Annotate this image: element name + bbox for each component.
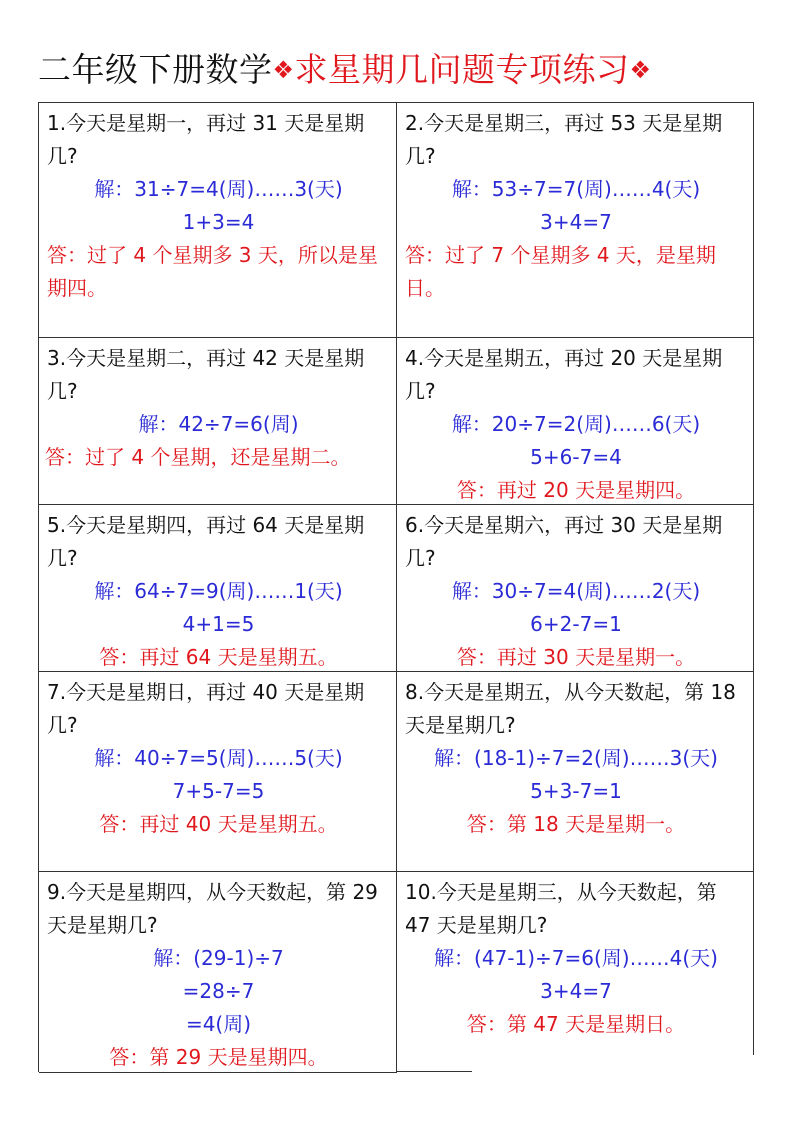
problem-solution-line: 7+5-7=5 — [172, 779, 265, 803]
problem-solution-line: 解：53÷7=7(周)……4(天) — [451, 177, 701, 201]
problem-question: 4.今天是星期五，再过 20 天是星期几? — [405, 346, 723, 403]
grid-bottom-edge — [396, 1071, 472, 1072]
problem-solution-line: =28÷7 — [182, 979, 255, 1003]
problem-grid — [38, 102, 754, 1072]
problem-solution-line: 5+6-7=4 — [530, 445, 622, 469]
problem-solution-line: 解：20÷7=2(周)……6(天) — [451, 412, 701, 436]
problem-solution-line: 1+3=4 — [182, 210, 255, 234]
problem-cell-8 — [397, 672, 754, 872]
problem-solution-line: 6+2-7=1 — [530, 612, 622, 636]
problem-question: 10.今天是星期三，从今天数起，第 47 天是星期几? — [405, 880, 717, 937]
title-grade: 二年级下册数学 — [38, 50, 273, 89]
problem-cell-6 — [397, 505, 754, 672]
problem-solution-line: 解：(47-1)÷7=6(周)……4(天) — [434, 946, 718, 970]
problem-solution-line: 解：64÷7=9(周)……1(天) — [94, 579, 343, 603]
diamond-icon: ❖ — [272, 56, 295, 84]
page-title — [38, 48, 652, 92]
problem-cell-4 — [397, 338, 754, 505]
problem-solution-line: 解：42÷7=6(周) — [138, 412, 299, 436]
problem-solution-line: 3+4=7 — [540, 210, 612, 234]
problem-solution-line: 解：(29-1)÷7 — [153, 946, 284, 970]
problem-question: 5.今天是星期四，再过 64 天是星期几? — [47, 513, 365, 570]
problem-answer: 答：过了 7 个星期多 4 天，是星期日。 — [405, 243, 716, 300]
problem-answer: 答：再过 40 天是星期五。 — [99, 812, 338, 836]
problem-cell-2 — [397, 103, 754, 338]
problem-cell-3 — [39, 338, 397, 505]
problem-solution-line: 解：(18-1)÷7=2(周)……3(天) — [434, 746, 718, 770]
problem-answer: 答：第 18 天是星期一。 — [466, 812, 686, 836]
problem-answer: 答：过了 4 个星期多 3 天，所以是星期四。 — [47, 243, 378, 300]
problem-solution-line: 解：40÷7=5(周)……5(天) — [94, 746, 343, 770]
problem-cell-7 — [39, 672, 397, 872]
problem-answer: 答：过了 4 个星期，还是星期二。 — [45, 445, 351, 469]
problem-question: 2.今天是星期三，再过 53 天是星期几? — [405, 111, 723, 168]
problem-question: 3.今天是星期二，再过 42 天是星期几? — [47, 346, 365, 403]
problem-cell-5 — [39, 505, 397, 672]
problem-cell-10 — [397, 872, 754, 1073]
diamond-icon: ❖ — [629, 56, 652, 84]
problem-solution-line: 5+3-7=1 — [530, 779, 622, 803]
problem-answer: 答：再过 30 天是星期一。 — [456, 645, 696, 669]
problem-answer: 答：再过 64 天是星期五。 — [99, 645, 338, 669]
problem-answer: 答：第 29 天是星期四。 — [109, 1045, 328, 1069]
grid-right-edge-gap — [753, 1055, 756, 1075]
title-topic: 求星期几问题专项练习 — [294, 50, 630, 89]
problem-question: 1.今天是星期一，再过 31 天是星期几? — [47, 111, 365, 168]
problem-answer: 答：再过 20 天是星期四。 — [456, 478, 696, 502]
problem-cell-9 — [39, 872, 397, 1073]
problem-question: 8.今天是星期五，从今天数起，第 18 天是星期几? — [405, 680, 736, 737]
problem-answer: 答：第 47 天是星期日。 — [466, 1012, 686, 1036]
problem-solution-line: 4+1=5 — [182, 612, 255, 636]
problem-question: 9.今天是星期四，从今天数起，第 29 天是星期几? — [47, 880, 378, 937]
problem-question: 6.今天是星期六，再过 30 天是星期几? — [405, 513, 723, 570]
problem-solution-line: 解：30÷7=4(周)……2(天) — [451, 579, 701, 603]
problem-solution-line: =4(周) — [185, 1012, 252, 1036]
problem-question: 7.今天是星期日，再过 40 天是星期几? — [47, 680, 365, 737]
problem-solution-line: 3+4=7 — [540, 979, 612, 1003]
problem-cell-1 — [39, 103, 397, 338]
problem-solution-line: 解：31÷7=4(周)……3(天) — [94, 177, 343, 201]
